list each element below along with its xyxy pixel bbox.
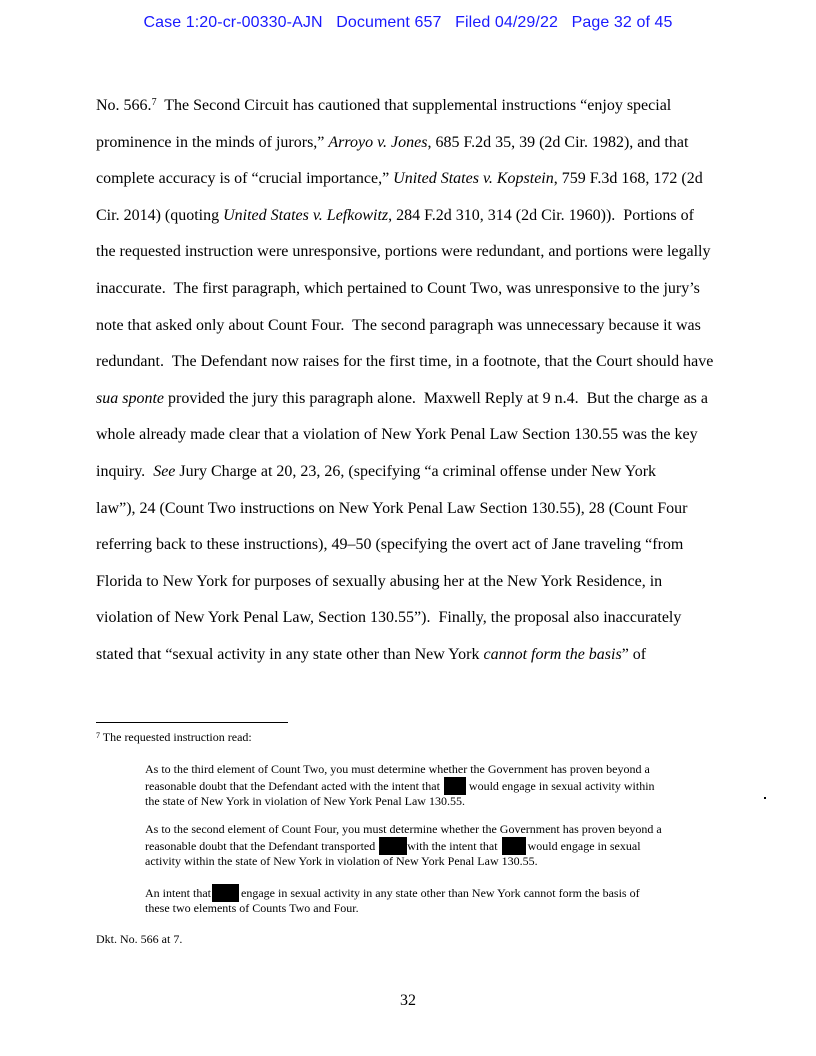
text-line: Cir. 2014) (quoting United States v. Lefkowitz, 284 F.2d 310, 314 (2d Cir. 1960)). Portions of: [96, 206, 694, 224]
text-line: prominence in the minds of jurors,” Arroyo v. Jones, 685 F.2d 35, 39 (2d Cir. 1982), and that: [96, 133, 689, 151]
text-line: whole already made clear that a violation of New York Penal Law Section 130.55 was the key: [96, 426, 698, 444]
text-line: inquiry. See Jury Charge at 20, 23, 26, (specifying “a criminal offense under New York: [96, 462, 657, 480]
text-line: law”), 24 (Count Two instructions on New York Penal Law Section 130.55), 28 (Count Four: [96, 499, 688, 517]
body-text: [96, 95, 736, 681]
footnote: $^7$ The requested instruction read:: [96, 730, 252, 744]
block-quote: As to the third element of Count Two, you must determine whether the Government has proven beyond a reasonable doubt that the Defendant acted with the intent that would engage in sexual activity within the state of New York in violation of New York Penal Law 130.55.: [145, 762, 655, 808]
block-quote: As to the second element of Count Four, you must determine whether the Government has proven beyond a reasonable doubt that the Defendant transported with the intent that would engage in sexual activity within the state of New York in violation of New York Penal Law 130.55.: [145, 822, 662, 868]
redaction-box: [502, 837, 526, 855]
filed-date: Filed 04/29/22: [455, 14, 558, 31]
text-line: referring back to these instructions), 49–50 (specifying the overt act of Jane traveling “from: [96, 536, 684, 554]
text-line: redundant. The Defendant now raises for the first time, in a footnote, that the Court should have: [96, 353, 714, 371]
text-line: the requested instruction were unresponsive, portions were redundant, and portions were legally: [96, 243, 711, 261]
redaction-box: [212, 884, 239, 902]
text-line: Florida to New York for purposes of sexually abusing her at the New York Residence, in: [96, 572, 663, 590]
text-line: violation of New York Penal Law, Section 130.55”). Finally, the proposal also inaccurately: [96, 609, 682, 627]
redaction-box: [444, 777, 466, 795]
case-citation: Arroyo v. Jones: [328, 133, 428, 151]
case-citation: United States v. Kopstein: [393, 170, 554, 188]
text-line: stated that “sexual activity in any state other than New York cannot form the basis” of: [96, 645, 647, 663]
text-line: sua sponte provided the jury this paragraph alone. Maxwell Reply at 9 n.4. But the charge as a: [96, 389, 708, 407]
text-line: inaccurate. The first paragraph, which pertained to Count Two, was unresponsive to the jury’s: [96, 279, 700, 297]
footnote-reference: 7: [151, 97, 157, 108]
case-number: Case 1:20-cr-00330-AJN: [143, 14, 323, 31]
footnote-number: 7: [96, 731, 100, 740]
text-line: complete accuracy is of “crucial importance,” United States v. Kopstein, 759 F.3d 168, 172 (2d: [96, 170, 703, 188]
block-quote: An intent that engage in sexual activity in any state other than New York cannot form the basis of these two elements of Counts Two and Four.: [145, 886, 640, 915]
stray-mark: [764, 797, 766, 799]
case-citation: United States v. Lefkowitz: [223, 206, 389, 224]
text-line: note that asked only about Count Four. The second paragraph was unnecessary because it was: [96, 316, 701, 334]
document-number: Document 657: [336, 14, 442, 31]
redaction-box: [379, 837, 407, 855]
page-number: 32: [400, 992, 416, 1009]
case-header: [0, 14, 816, 32]
footnote-separator: [96, 722, 288, 723]
page-indicator: Page 32 of 45: [571, 14, 673, 31]
docket-citation: Dkt. No. 566 at 7.: [96, 932, 183, 946]
text-line: No. 566.$^7$ The Second Circuit has cautioned that supplemental instructions “enjoy special: [96, 97, 672, 114]
